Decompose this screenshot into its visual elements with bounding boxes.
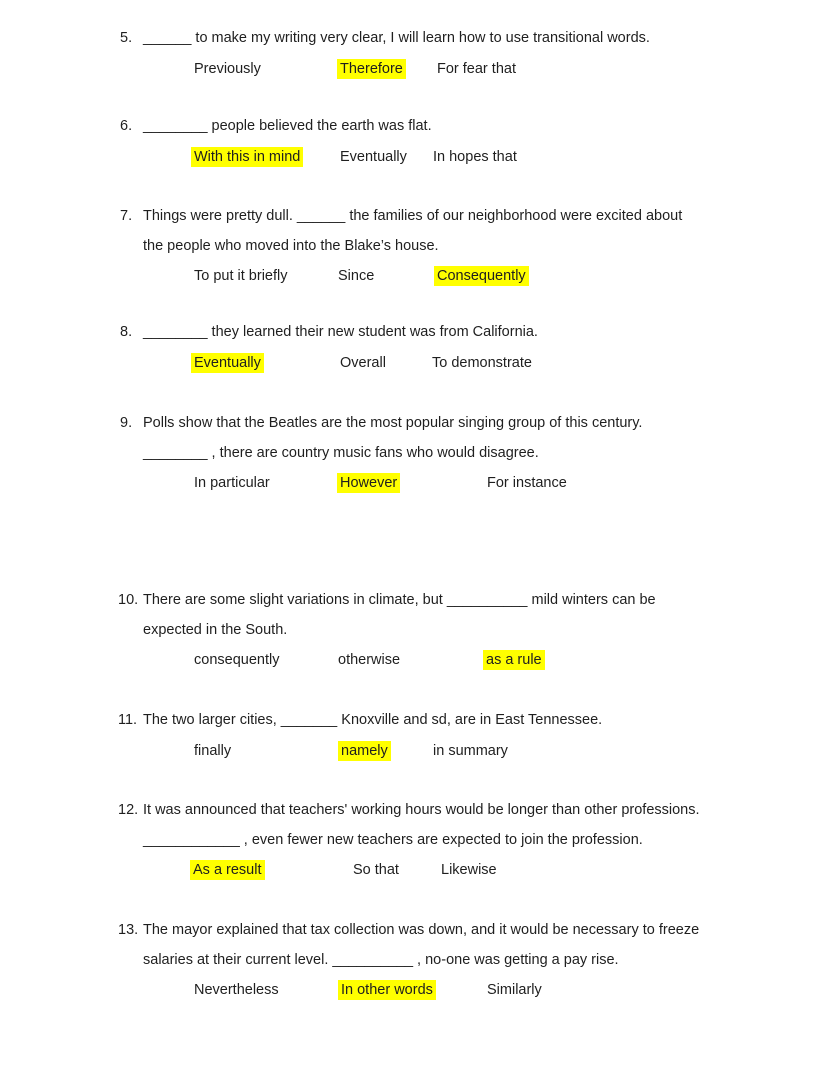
question-text-line: ________ people believed the earth was flat. <box>143 118 432 134</box>
answer-option[interactable]: For fear that <box>437 60 516 77</box>
answer-options-row <box>0 268 828 292</box>
highlighted-answer-option[interactable]: As a result <box>190 860 265 880</box>
question-text-line: It was announced that teachers' working hours would be longer than other professions. <box>143 802 700 818</box>
answer-options-row <box>0 743 828 767</box>
answer-options-row <box>0 475 828 499</box>
answer-option[interactable]: Similarly <box>487 982 542 998</box>
answer-option[interactable]: For instance <box>487 475 567 491</box>
answer-option[interactable]: In particular <box>194 475 270 491</box>
answer-option[interactable]: Eventually <box>340 148 407 165</box>
answer-options-row <box>0 61 828 85</box>
question-number: 12. <box>118 802 139 818</box>
answer-option[interactable]: in summary <box>433 742 508 759</box>
answer-option[interactable]: Nevertheless <box>194 982 279 998</box>
highlighted-answer-option[interactable]: With this in mind <box>191 147 303 167</box>
question-number: 10. <box>118 592 139 608</box>
answer-options-row <box>0 355 828 379</box>
question-number: 9. <box>120 415 133 431</box>
highlighted-answer-option[interactable]: Eventually <box>191 353 264 373</box>
question-text-line: The mayor explained that tax collection was down, and it would be necessary to freeze <box>143 922 700 938</box>
answer-option[interactable]: finally <box>194 742 232 759</box>
answer-options-row <box>0 149 828 173</box>
answer-option[interactable]: To demonstrate <box>432 354 532 371</box>
question-number: 11. <box>118 712 138 728</box>
answer-option[interactable]: otherwise <box>338 652 401 668</box>
highlighted-answer-option[interactable]: as a rule <box>483 650 545 670</box>
highlighted-answer-option[interactable]: namely <box>338 741 391 761</box>
highlighted-answer-option[interactable]: Therefore <box>337 59 406 79</box>
question-text-line: The two larger cities, _______ Knoxville and sd, are in East Tennessee. <box>143 712 603 728</box>
question-text-line: the people who moved into the Blake’s house. <box>143 237 439 254</box>
question-number: 6. <box>120 118 133 134</box>
question-number: 13. <box>118 922 139 938</box>
question-text-line: ________ , there are country music fans who would disagree. <box>143 444 539 461</box>
highlighted-answer-option[interactable]: However <box>337 473 400 493</box>
answer-option[interactable]: Since <box>338 268 375 284</box>
answer-options-row <box>0 862 828 886</box>
question-text-line: salaries at their current level. __________ , no-one was getting a pay rise. <box>143 951 619 968</box>
answer-options-row <box>0 982 828 1006</box>
question-text-line: ________ they learned their new student was from California. <box>143 324 538 340</box>
question-text-line: Polls show that the Beatles are the most popular singing group of this century. <box>143 415 643 431</box>
question-text-line: ____________ , even fewer new teachers are expected to join the profession. <box>143 831 643 848</box>
answer-option[interactable]: To put it briefly <box>194 268 288 284</box>
question-number: 8. <box>120 324 133 340</box>
answer-option[interactable]: Previously <box>194 60 261 77</box>
question-text-line: expected in the South. <box>143 621 288 638</box>
highlighted-answer-option[interactable]: Consequently <box>434 266 529 286</box>
answer-options-row <box>0 652 828 676</box>
answer-option[interactable]: So that <box>353 862 399 878</box>
question-text-line: ______ to make my writing very clear, I will learn how to use transitional words. <box>143 30 650 46</box>
answer-option[interactable]: consequently <box>194 652 280 668</box>
answer-option[interactable]: Overall <box>340 354 386 371</box>
answer-option[interactable]: In hopes that <box>433 148 517 165</box>
question-number: 5. <box>120 30 133 46</box>
highlighted-answer-option[interactable]: In other words <box>338 980 436 1000</box>
question-text-line: Things were pretty dull. ______ the families of our neighborhood were excited about <box>143 208 683 224</box>
question-number: 7. <box>120 208 133 224</box>
question-text-line: There are some slight variations in climate, but __________ mild winters can be <box>143 592 656 608</box>
answer-option[interactable]: Likewise <box>441 862 497 878</box>
